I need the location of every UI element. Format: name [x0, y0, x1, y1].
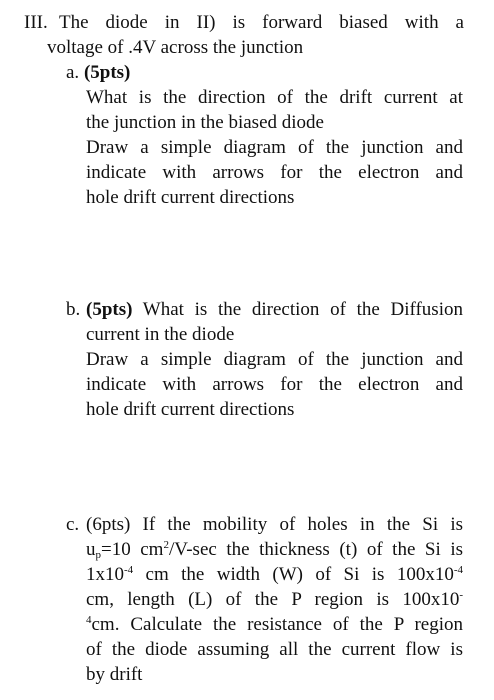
question-iii-line1: The diode in II) is forward biased with a — [59, 12, 464, 33]
thickness-exponent: -4 — [124, 564, 134, 576]
part-a-question2-line2: indicate with arrows for the electron and — [86, 162, 463, 183]
part-c-line4-text: cm, length (L) of the P region is 100x10 — [86, 589, 460, 610]
part-c-line7: by drift — [86, 664, 143, 685]
part-b-question2-line1: Draw a simple diagram of the junction and — [86, 349, 463, 370]
mobility-symbol: u — [86, 539, 96, 560]
part-b-points: (5pts) — [86, 299, 133, 320]
question-iii-line2: voltage of .4V across the junction — [47, 37, 304, 58]
part-c-line2-rest: /V-sec the thickness (t) of the Si is — [168, 539, 463, 560]
part-b-label: b. — [66, 299, 81, 320]
mobility-subscript: p — [95, 549, 101, 561]
part-c-line3-middle: cm the width (W) of Si is 100x10 — [133, 564, 454, 585]
part-a-heading — [66, 60, 130, 85]
part-c-line5 — [86, 612, 463, 637]
part-a-question1-line1: What is the direction of the drift current at — [86, 87, 463, 108]
part-b-question2-line2: indicate with arrows for the electron and — [86, 374, 463, 395]
part-a-points: (5pts) — [83, 62, 131, 83]
mobility-value: =10 cm — [101, 539, 164, 560]
length-exponent-sign: - — [459, 589, 463, 601]
part-c-line4 — [86, 587, 463, 612]
part-a-question2-line3: hole drift current directions — [86, 187, 295, 208]
part-c-line2 — [86, 537, 463, 562]
question-number: III. — [24, 12, 48, 33]
part-c-line6: of the diode assuming all the current flow is — [86, 639, 463, 660]
part-a-question1-line2: the junction in the biased diode — [86, 112, 324, 133]
part-c-line1: (6pts) If the mobility of holes in the Si is — [86, 514, 463, 535]
part-a-label: a. — [66, 62, 80, 83]
thickness-value: 1x10 — [86, 564, 124, 585]
length-exponent-digit: 4 — [86, 614, 92, 626]
part-b-line2: current in the diode — [86, 324, 235, 345]
part-c-label: c. — [66, 514, 80, 535]
part-a-question2-line1: Draw a simple diagram of the junction and — [86, 137, 463, 158]
part-b-line1 — [86, 297, 463, 322]
cm-exponent: 2 — [163, 539, 169, 551]
part-b-question2-line3: hole drift current directions — [86, 399, 295, 420]
part-c-line3 — [86, 562, 463, 587]
part-c-line5-text: cm. Calculate the resistance of the P region — [91, 614, 463, 635]
width-exponent: -4 — [453, 564, 463, 576]
part-b-line1-text: What is the direction of the Diffusion — [142, 299, 463, 320]
